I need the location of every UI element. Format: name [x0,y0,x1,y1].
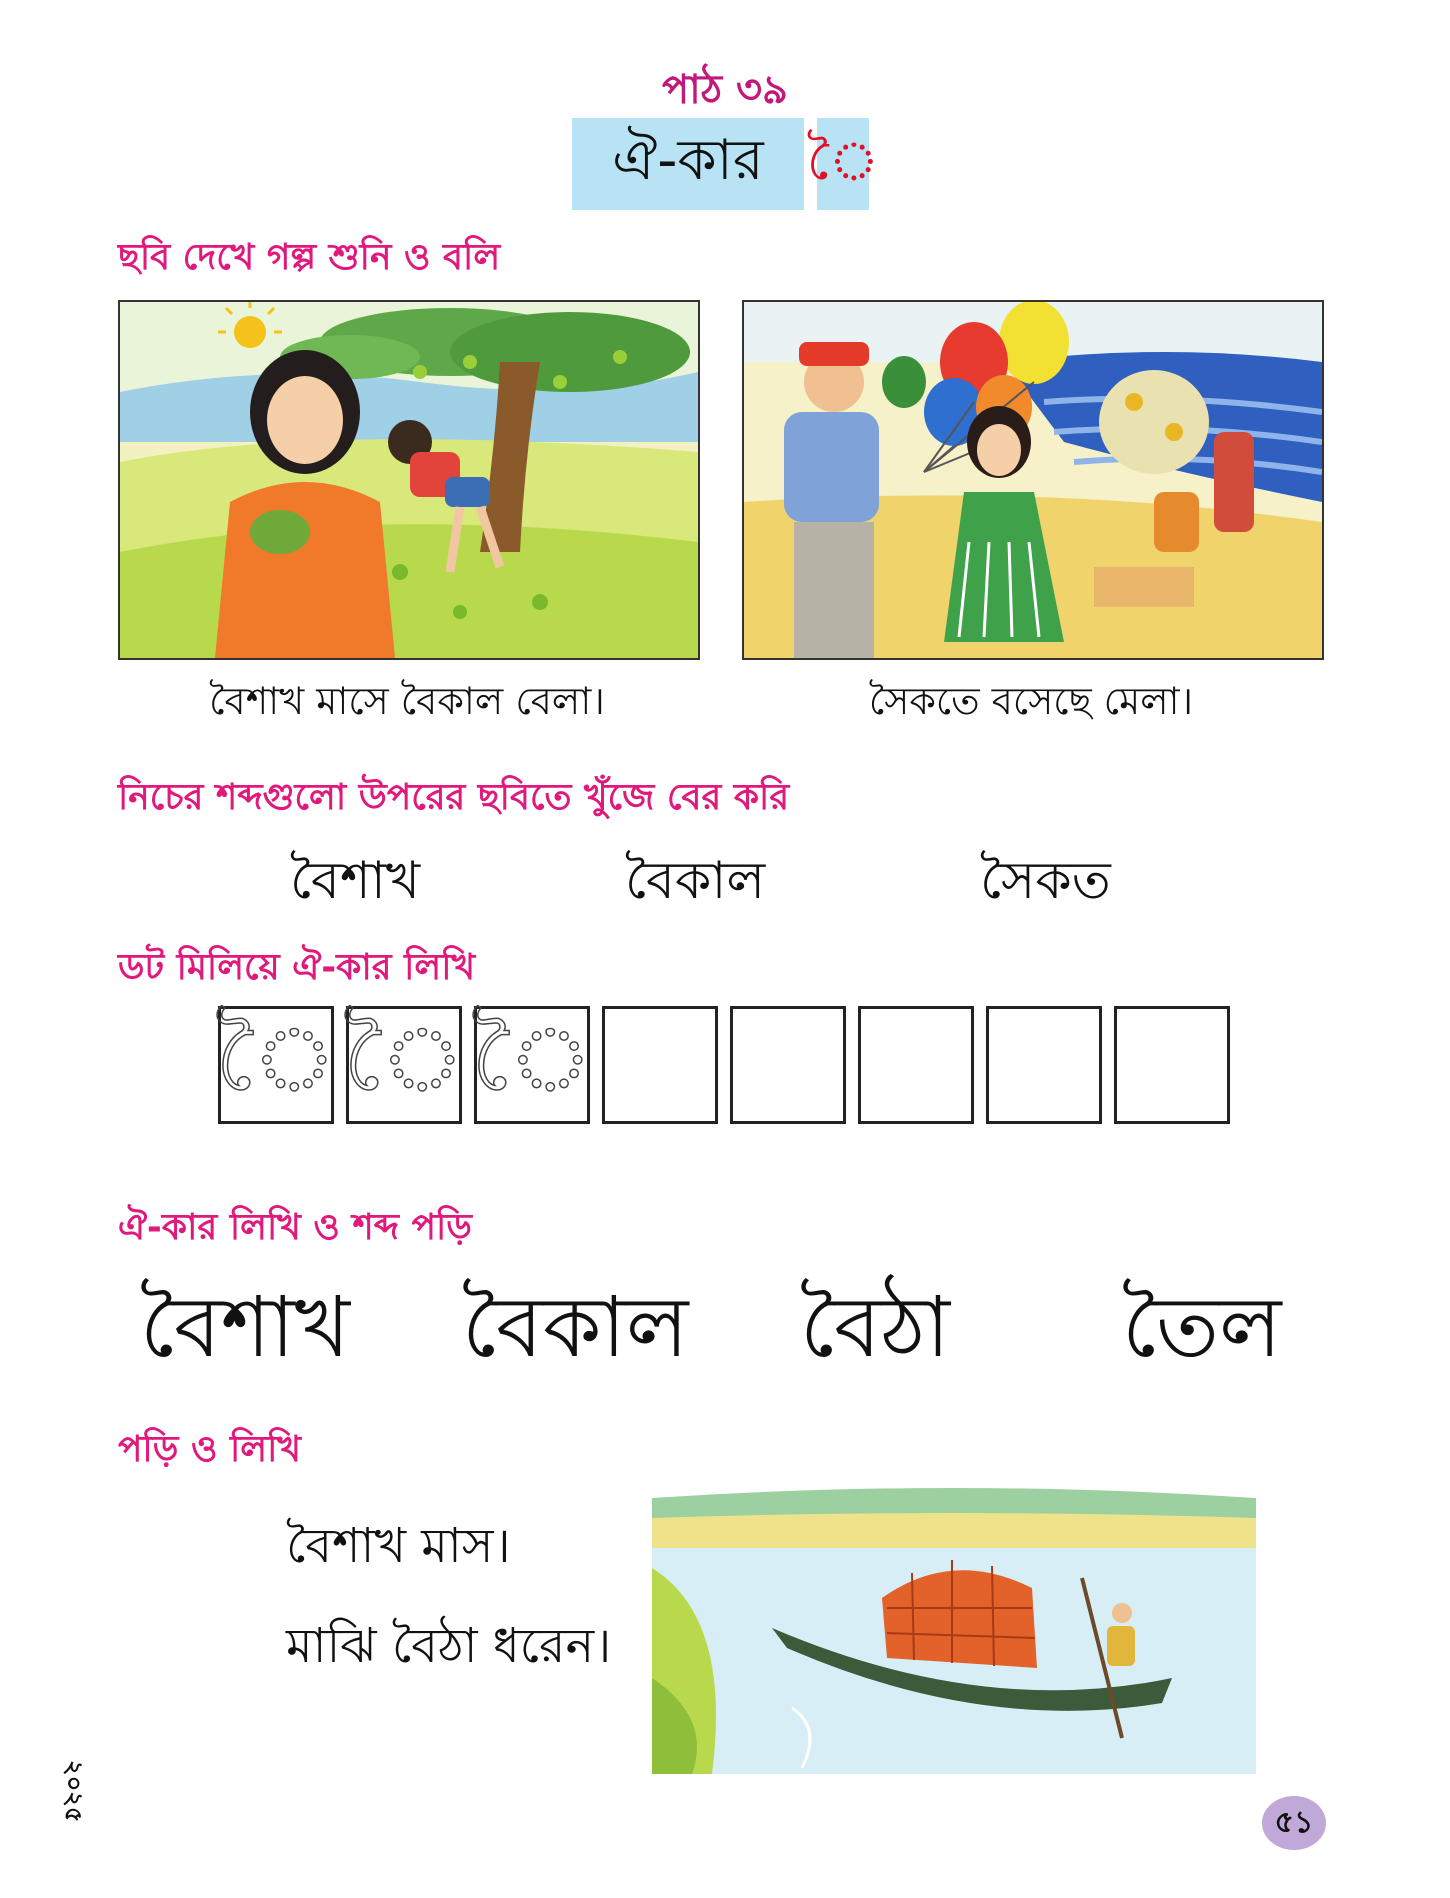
trace-box-row [215,1006,1230,1124]
boat-illustration [652,1478,1256,1774]
caption-right: সৈকতে বসেছে মেলা। [868,679,1194,723]
lesson-number: পাঠ ৩৯ [661,67,789,113]
lesson-title-box [572,118,804,210]
trace-box-2[interactable] [343,1006,465,1124]
trace-box-6[interactable] [858,1006,974,1124]
trace-box-1[interactable] [215,1006,337,1124]
beach-fair-illustration [744,302,1322,658]
trace-sign-1: ৈ [215,1006,337,1111]
print-year: ২০২৫ [60,1760,88,1823]
picture-mango-tree [118,300,700,660]
caption-left: বৈশাখ মাসে বৈকাল বেলা। [209,679,605,723]
page-number-badge [1262,1796,1326,1850]
find-word-2: বৈকাল [625,851,766,911]
trace-sign-2: ৈ [343,1006,465,1111]
section-heading-dot-trace: ডট মিলিয়ে ঐ-কার লিখি [118,947,476,988]
trace-box-8[interactable] [1114,1006,1230,1124]
trace-box-5[interactable] [730,1006,846,1124]
picture-boat [652,1478,1256,1774]
sentence-1: বৈশাখ মাস। [286,1518,511,1574]
trace-box-7[interactable] [986,1006,1102,1124]
find-word-3: সৈকত [980,851,1111,911]
trace-sign-3: ৈ [471,1006,593,1111]
section-heading-read-write: পড়ি ও লিখি [118,1429,302,1470]
vowel-sign: ৈ [806,129,880,192]
trace-box-4[interactable] [602,1006,718,1124]
lesson-title: ঐ-কার [612,128,764,193]
practice-word-4: তৈল [1122,1278,1282,1376]
sentence-2: মাঝি বৈঠা ধরেন। [286,1618,612,1674]
practice-word-2: বৈকাল [462,1278,689,1376]
vowel-sign-box [806,118,880,210]
mango-tree-illustration [120,302,698,658]
find-word-1: বৈশাখ [290,851,420,911]
practice-word-3: বৈঠা [800,1278,950,1376]
page-number: ৫১ [1274,1804,1314,1840]
section-heading-listen: ছবি দেখে গল্প শুনি ও বলি [118,237,501,278]
section-heading-find-words: নিচের শব্দগুলো উপরের ছবিতে খুঁজে বের করি [118,777,790,818]
section-heading-write-read: ঐ-কার লিখি ও শব্দ পড়ি [118,1207,473,1248]
trace-box-3[interactable] [471,1006,593,1124]
picture-beach-fair [742,300,1324,660]
practice-word-1: বৈশাখ [140,1278,350,1376]
